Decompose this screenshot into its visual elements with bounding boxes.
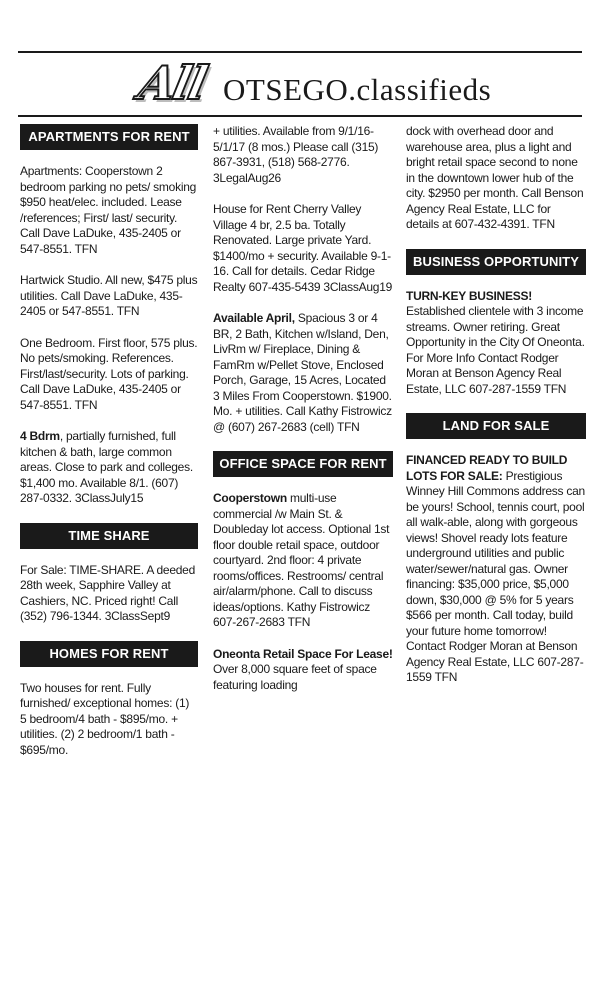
masthead-top-rule <box>18 51 582 53</box>
all-logo: All <box>134 56 211 110</box>
ad-two-houses-continued: + utilities. Available from 9/1/16-5/1/17 (8 mos.) Please call (315) 867-3931, (518) 568-2776. 3LegalAug26 <box>213 124 379 185</box>
ad-lead: Available April, <box>213 311 295 325</box>
ad-lead: Cooperstown <box>213 491 287 505</box>
ad-hartwick-studio: Hartwick Studio. All new, $475 plus utilities. Call Dave LaDuke, 435-2405 or 547-8551. TFN <box>20 273 198 318</box>
ad-turn-key-business <box>406 289 586 398</box>
ad-lead: TURN-KEY BUSINESS! <box>406 288 532 303</box>
ad-financed-lots <box>406 453 586 686</box>
ad-4-bdrm <box>20 429 198 507</box>
ad-body: Spacious 3 or 4 BR, 2 Bath, Kitchen w/Island, Den, LivRm w/ Fireplace, Dining & FamRm w/Pellet Stove, Enclosed Porch, Garage, 15 Acres, Located 3 Miles From Cooperstown. $1900. Mo. + utilities. Call Kathy Fistrowicz @ (607) 267-2683 (cell) TFN <box>213 311 392 434</box>
ad-cherry-valley-house: House for Rent Cherry Valley Village 4 br, 2.5 ba. Totally Renovated. Large private Yard. $1400/mo + security. Available 9-1-16. Call for details. Cedar Ridge Realty 607-435-5439 3ClassAug19 <box>213 202 393 294</box>
ad-body: multi-use commercial /w Main St. & Doubleday lot access. Optional 1st floor double retail space, outdoor courtyard. 2nd floor: 4 private rooms/offices. Restrooms/ central air/alarm/phone. Call to discuss ideas/options. Kathy Fistrowicz 607-267-2683 TFN <box>213 491 390 629</box>
ad-two-houses: Two houses for rent. Fully furnished/ exceptional homes: (1) 5 bedroom/4 bath - $895/mo. + utilities. (2) 2 bedroom/1 bath - $695/mo. <box>20 680 190 757</box>
section-title: OTSEGO.classifieds <box>223 72 492 107</box>
column-1 <box>20 124 198 758</box>
ad-apartments-cooperstown: Apartments: Cooperstown 2 bedroom parking no pets/ smoking $950 heat/elec. included. Lease /references; First/ last/ security. Call Dave LaDuke, 435-2405 or 547-8551. TFN <box>20 164 197 256</box>
ad-body: Prestigious Winney Hill Commons address can be yours! School, tennis court, pool all walk-able, along with gorgeous views! Shovel ready lots feature underground utilities and public water/sewer/natural gas. Owner financing: $35,000 price, $5,000 down, $30,000 @ 5% for 5 years $566 per month. Call today, build your future home tomorrow! Contact Rodger Moran at Benson Agency Real Estate, LLC 607-287-1559 TFN <box>406 468 585 684</box>
column-2 <box>213 124 393 693</box>
ad-time-share: For Sale: TIME-SHARE. A deeded 28th week, Sapphire Valley at Cashiers, NC. Priced right! Call (352) 796-1344. 3ClassSept9 <box>20 562 196 623</box>
ad-oneonta-retail-continued: dock with overhead door and warehouse area, plus a light and bright retail space second to none in the downtown lower hub of the city. $2950 per month. Call Benson Agency Real Estate, LLC for details at 607-432-4391. TFN <box>406 124 584 231</box>
header-homes-for-rent: HOMES FOR RENT <box>20 641 198 667</box>
masthead-bottom-rule <box>18 115 582 117</box>
ad-body: Over 8,000 square feet of space featuring loading <box>213 662 377 692</box>
ad-lead: 4 Bdrm <box>20 429 60 443</box>
header-land-for-sale: LAND FOR SALE <box>406 413 586 439</box>
ad-body: , partially furnished, full kitchen & bath, large common areas. Close to park and colleges. $1,400 mo. Available 8/1. (607) 287-0332. 3ClassJuly15 <box>20 429 193 505</box>
ad-body: Established clientele with 3 income streams. Owner retiring. Great Opportunity in the City Of Oneonta. For More Info Contact Rodger Moran at Benson Agency Real Estate, LLC 607-287-1559 TFN <box>406 304 585 396</box>
masthead <box>18 56 582 114</box>
ad-cooperstown-office <box>213 491 393 631</box>
ad-available-april <box>213 311 393 435</box>
header-time-share: TIME SHARE <box>20 523 198 549</box>
column-3 <box>406 124 586 686</box>
ad-lead: FINANCED READY TO BUILD LOTS FOR SALE: <box>406 453 568 483</box>
ad-oneonta-retail <box>213 647 393 694</box>
header-office-space-for-rent: OFFICE SPACE FOR RENT <box>213 451 393 477</box>
ad-lead: Oneonta Retail Space For Lease! <box>213 646 393 661</box>
header-apartments-for-rent: APARTMENTS FOR RENT <box>20 124 198 150</box>
ad-one-bedroom: One Bedroom. First floor, 575 plus. No pets/smoking. References. First/last/security. Lots of parking. Call Dave LaDuke, 435-2405 or 547-8551. TFN <box>20 335 198 412</box>
header-business-opportunity: BUSINESS OPPORTUNITY <box>406 249 586 275</box>
